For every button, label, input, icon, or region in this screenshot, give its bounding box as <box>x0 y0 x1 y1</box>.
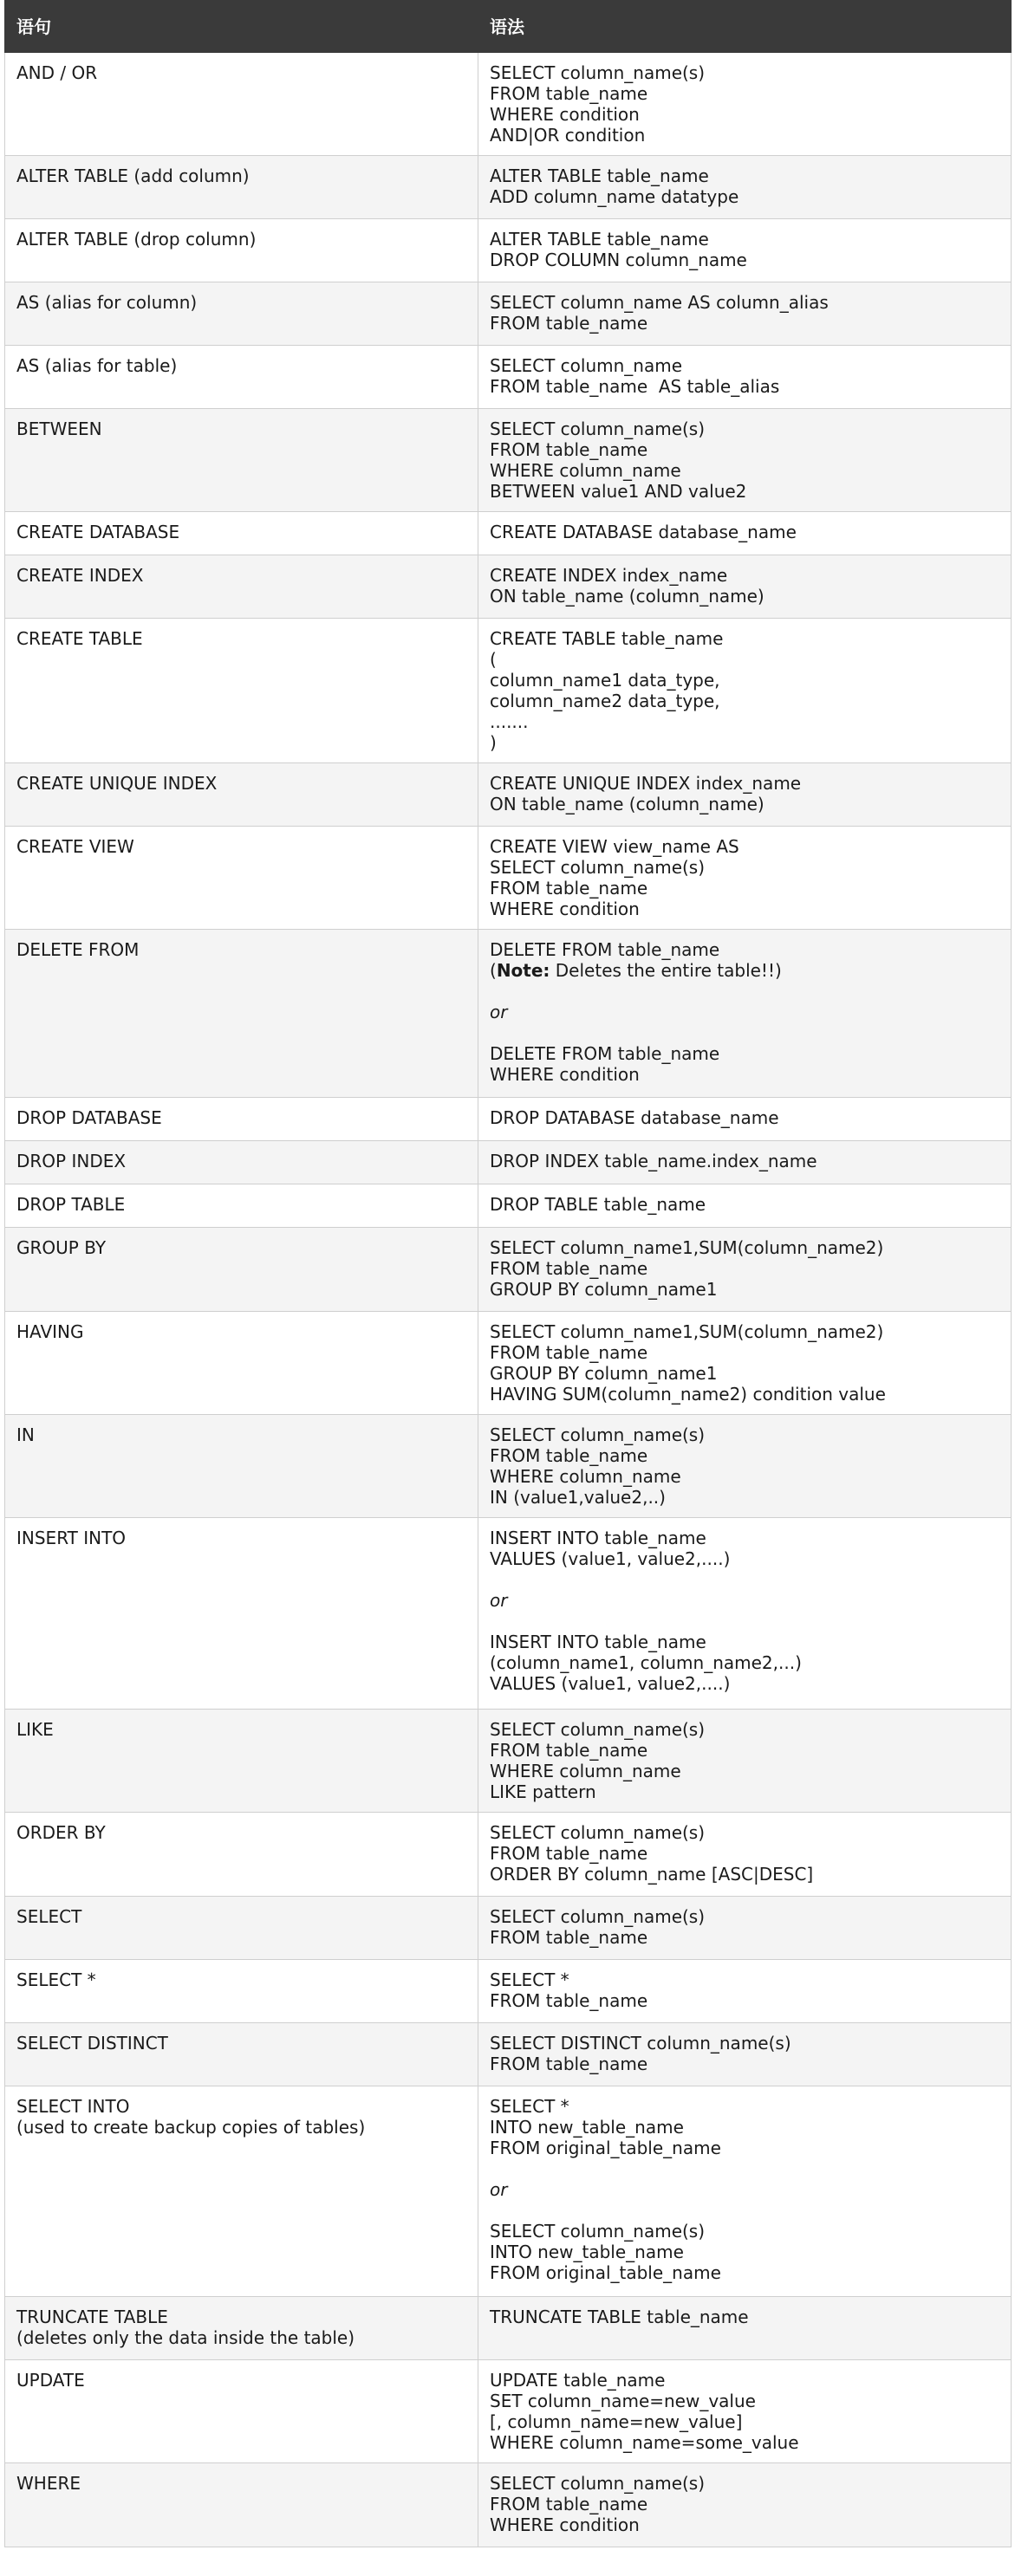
syntax-line: SELECT column_name <box>490 355 682 376</box>
syntax-line: SET column_name=new_value <box>490 2391 756 2411</box>
syntax-line: FROM table_name <box>490 2494 648 2514</box>
table-row <box>5 512 1012 555</box>
syntax-line: DROP COLUMN column_name <box>490 250 747 270</box>
statement-text: DROP DATABASE <box>16 1107 162 1128</box>
table-row <box>5 619 1012 763</box>
statement-text: AS (alias for table) <box>16 355 178 376</box>
table-row <box>5 1897 1012 1960</box>
statement-cell <box>5 346 478 409</box>
syntax-cell <box>478 1813 1012 1897</box>
statement-text: CREATE INDEX <box>16 565 144 586</box>
syntax-cell <box>478 1960 1012 2023</box>
statement-text: ALTER TABLE (drop column) <box>16 229 257 250</box>
statement-cell <box>5 512 478 555</box>
syntax-line: FROM table_name <box>490 1740 648 1761</box>
statement-cell <box>5 1312 478 1415</box>
table-row <box>5 346 1012 409</box>
syntax-cell <box>478 1710 1012 1813</box>
statement-text: (used to create backup copies of tables) <box>16 2117 366 2138</box>
table-row <box>5 282 1012 346</box>
syntax-cell <box>478 1228 1012 1312</box>
statement-text: WHERE <box>16 2473 81 2494</box>
syntax-line: FROM table_name AS table_alias <box>490 376 780 397</box>
statement-cell <box>5 930 478 1098</box>
syntax-line: WHERE column_name=some_value <box>490 2432 799 2453</box>
syntax-line: INSERT INTO table_name <box>490 1528 706 1548</box>
syntax-line: FROM table_name <box>490 1342 648 1363</box>
statement-text: ORDER BY <box>16 1822 106 1843</box>
syntax-line: SELECT column_name(s) <box>490 1719 706 1740</box>
table-row <box>5 1312 1012 1415</box>
statement-text: LIKE <box>16 1719 54 1740</box>
syntax-cell <box>478 1518 1012 1710</box>
syntax-line: SELECT column_name(s) <box>490 62 706 83</box>
table-row <box>5 1184 1012 1228</box>
blank-line <box>490 2158 1000 2179</box>
statement-text: CREATE TABLE <box>16 628 143 649</box>
syntax-line: WHERE condition <box>490 104 640 125</box>
statement-cell <box>5 1415 478 1518</box>
table-row <box>5 1518 1012 1710</box>
statement-text: CREATE DATABASE <box>16 522 180 542</box>
syntax-line: ADD column_name datatype <box>490 186 739 207</box>
statement-cell <box>5 763 478 827</box>
statement-cell <box>5 1710 478 1813</box>
statement-cell <box>5 827 478 930</box>
syntax-line: INSERT INTO table_name <box>490 1632 706 1652</box>
syntax-line: ) <box>490 732 497 753</box>
syntax-line: FROM original_table_name <box>490 2262 721 2283</box>
statement-text: GROUP BY <box>16 1237 107 1258</box>
statement-text: IN <box>16 1424 35 1445</box>
syntax-cell <box>478 346 1012 409</box>
syntax-line: IN (value1,value2,..) <box>490 1487 666 1508</box>
statement-cell <box>5 156 478 219</box>
statement-cell <box>5 2360 478 2463</box>
syntax-line: SELECT column_name1,SUM(column_name2) <box>490 1237 884 1258</box>
syntax-line: CREATE INDEX index_name <box>490 565 728 586</box>
sql-quick-reference-table <box>4 0 1012 2547</box>
syntax-line: HAVING SUM(column_name2) condition value <box>490 1384 886 1405</box>
syntax-line: AND|OR condition <box>490 125 646 146</box>
header-syntax: 语法 <box>478 1 1012 53</box>
syntax-line: WHERE column_name <box>490 460 681 481</box>
table-row <box>5 1415 1012 1518</box>
statement-text: SELECT INTO <box>16 2096 130 2117</box>
table-row <box>5 555 1012 619</box>
syntax-line: SELECT column_name1,SUM(column_name2) <box>490 1321 884 1342</box>
syntax-cell <box>478 1312 1012 1415</box>
syntax-line: GROUP BY column_name1 <box>490 1279 718 1300</box>
statement-cell <box>5 1960 478 2023</box>
statement-text: (deletes only the data inside the table) <box>16 2327 355 2348</box>
syntax-line: SELECT * <box>490 2096 569 2117</box>
syntax-line: SELECT column_name(s) <box>490 1906 706 1927</box>
table-row <box>5 1228 1012 1312</box>
syntax-cell <box>478 763 1012 827</box>
statement-cell <box>5 1897 478 1960</box>
syntax-line: SELECT DISTINCT column_name(s) <box>490 2033 791 2054</box>
syntax-cell <box>478 619 1012 763</box>
table-row <box>5 2023 1012 2086</box>
syntax-cell <box>478 2463 1012 2547</box>
statement-text: TRUNCATE TABLE <box>16 2307 168 2327</box>
table-row <box>5 1960 1012 2023</box>
syntax-line: VALUES (value1, value2,....) <box>490 1673 731 1694</box>
syntax-line: UPDATE table_name <box>490 2370 666 2391</box>
syntax-line: TRUNCATE TABLE table_name <box>490 2307 749 2327</box>
syntax-line: ORDER BY column_name [ASC|DESC] <box>490 1864 814 1885</box>
syntax-line: INTO new_table_name <box>490 2117 684 2138</box>
table-row <box>5 219 1012 282</box>
note-prefix: ( <box>490 960 497 981</box>
syntax-line: FROM table_name <box>490 1843 648 1864</box>
syntax-line: CREATE DATABASE database_name <box>490 522 797 542</box>
table-row <box>5 1141 1012 1184</box>
statement-cell <box>5 1098 478 1141</box>
table-row <box>5 156 1012 219</box>
syntax-line: FROM table_name <box>490 1445 648 1466</box>
blank-line <box>490 1611 1000 1632</box>
syntax-line: FROM table_name <box>490 1258 648 1279</box>
syntax-cell <box>478 1184 1012 1228</box>
syntax-line: DROP TABLE table_name <box>490 1194 706 1215</box>
statement-cell <box>5 1141 478 1184</box>
statement-text: DROP TABLE <box>16 1194 126 1215</box>
syntax-cell <box>478 1098 1012 1141</box>
table-body <box>5 53 1012 2547</box>
syntax-line: CREATE VIEW view_name AS <box>490 836 739 857</box>
syntax-line: FROM table_name <box>490 439 648 460</box>
or-separator: or <box>490 1002 508 1022</box>
statement-cell <box>5 53 478 156</box>
syntax-line: FROM original_table_name <box>490 2138 721 2158</box>
statement-cell <box>5 2297 478 2360</box>
table-row <box>5 1710 1012 1813</box>
syntax-line: SELECT column_name(s) <box>490 1424 706 1445</box>
note-label: Note: <box>496 960 550 981</box>
syntax-line: CREATE TABLE table_name <box>490 628 724 649</box>
syntax-line: BETWEEN value1 AND value2 <box>490 481 747 502</box>
statement-text: CREATE UNIQUE INDEX <box>16 773 218 794</box>
statement-text: DROP INDEX <box>16 1151 127 1171</box>
statement-cell <box>5 2023 478 2086</box>
syntax-cell <box>478 2023 1012 2086</box>
syntax-line: FROM table_name <box>490 2054 648 2074</box>
statement-cell <box>5 1184 478 1228</box>
syntax-line: SELECT * <box>490 1969 569 1990</box>
syntax-line: column_name1 data_type, <box>490 670 720 691</box>
syntax-line: SELECT column_name(s) <box>490 2221 706 2242</box>
syntax-line: (column_name1, column_name2,...) <box>490 1652 802 1673</box>
syntax-cell <box>478 1415 1012 1518</box>
note-text: Deletes the entire table!!) <box>550 960 782 981</box>
syntax-line: ALTER TABLE table_name <box>490 165 709 186</box>
syntax-line: LIKE pattern <box>490 1781 596 1802</box>
statement-text: SELECT <box>16 1906 82 1927</box>
syntax-line: DROP INDEX table_name.index_name <box>490 1151 817 1171</box>
syntax-line <box>490 960 1000 981</box>
syntax-cell <box>478 2360 1012 2463</box>
syntax-cell <box>478 930 1012 1098</box>
or-separator: or <box>490 2179 508 2200</box>
table-row <box>5 930 1012 1098</box>
syntax-cell <box>478 2297 1012 2360</box>
table-row <box>5 1098 1012 1141</box>
syntax-line: SELECT column_name(s) <box>490 857 706 878</box>
syntax-line: ( <box>490 649 497 670</box>
syntax-cell <box>478 1897 1012 1960</box>
statement-cell <box>5 1813 478 1897</box>
table-row <box>5 763 1012 827</box>
sql-reference-container <box>4 0 1011 2547</box>
syntax-line: SELECT column_name(s) <box>490 1822 706 1843</box>
syntax-line: FROM table_name <box>490 1927 648 1948</box>
syntax-line: WHERE condition <box>490 1064 640 1085</box>
syntax-line: SELECT column_name(s) <box>490 2473 706 2494</box>
blank-line <box>490 1022 1000 1043</box>
statement-cell <box>5 619 478 763</box>
statement-cell <box>5 1518 478 1710</box>
syntax-line: CREATE UNIQUE INDEX index_name <box>490 773 802 794</box>
statement-text: HAVING <box>16 1321 84 1342</box>
statement-text: INSERT INTO <box>16 1528 127 1548</box>
header-row <box>5 1 1012 53</box>
statement-cell <box>5 2086 478 2297</box>
syntax-line: VALUES (value1, value2,....) <box>490 1548 731 1569</box>
statement-text: AND / OR <box>16 62 98 83</box>
syntax-line: FROM table_name <box>490 1990 648 2011</box>
statement-text: DELETE FROM <box>16 939 140 960</box>
syntax-line: FROM table_name <box>490 878 648 899</box>
syntax-line: WHERE condition <box>490 899 640 919</box>
table-row <box>5 53 1012 156</box>
syntax-cell <box>478 1141 1012 1184</box>
statement-cell <box>5 2463 478 2547</box>
statement-cell <box>5 219 478 282</box>
syntax-cell <box>478 156 1012 219</box>
statement-text: AS (alias for column) <box>16 292 198 313</box>
syntax-cell <box>478 512 1012 555</box>
statement-text: SELECT DISTINCT <box>16 2033 168 2054</box>
table-row <box>5 827 1012 930</box>
syntax-line: ....... <box>490 711 529 732</box>
blank-line <box>490 2200 1000 2221</box>
syntax-line: DROP DATABASE database_name <box>490 1107 779 1128</box>
blank-line <box>490 1569 1000 1590</box>
syntax-cell <box>478 409 1012 512</box>
statement-cell <box>5 1228 478 1312</box>
syntax-line: WHERE condition <box>490 2514 640 2535</box>
syntax-line: ON table_name (column_name) <box>490 586 765 607</box>
table-row <box>5 2360 1012 2463</box>
table-row <box>5 2463 1012 2547</box>
statement-text: UPDATE <box>16 2370 85 2391</box>
table-row <box>5 409 1012 512</box>
syntax-line: SELECT column_name AS column_alias <box>490 292 829 313</box>
syntax-line: column_name2 data_type, <box>490 691 720 711</box>
statement-text: ALTER TABLE (add column) <box>16 165 250 186</box>
syntax-line: ON table_name (column_name) <box>490 794 765 814</box>
syntax-cell <box>478 219 1012 282</box>
syntax-line: DELETE FROM table_name <box>490 1043 720 1064</box>
syntax-line: INTO new_table_name <box>490 2242 684 2262</box>
syntax-line: SELECT column_name(s) <box>490 419 706 439</box>
statement-cell <box>5 555 478 619</box>
syntax-line: WHERE column_name <box>490 1466 681 1487</box>
or-separator: or <box>490 1590 508 1611</box>
syntax-line: GROUP BY column_name1 <box>490 1363 718 1384</box>
blank-line <box>490 981 1000 1002</box>
syntax-line: DELETE FROM table_name <box>490 939 720 960</box>
syntax-line: WHERE column_name <box>490 1761 681 1781</box>
syntax-line: FROM table_name <box>490 313 648 334</box>
syntax-line: FROM table_name <box>490 83 648 104</box>
statement-text: BETWEEN <box>16 419 102 439</box>
table-row <box>5 1813 1012 1897</box>
header-statement: 语句 <box>5 1 478 53</box>
syntax-cell <box>478 555 1012 619</box>
statement-cell <box>5 409 478 512</box>
table-row <box>5 2086 1012 2297</box>
table-row <box>5 2297 1012 2360</box>
syntax-cell <box>478 2086 1012 2297</box>
statement-text: SELECT * <box>16 1969 96 1990</box>
syntax-line: ALTER TABLE table_name <box>490 229 709 250</box>
syntax-cell <box>478 282 1012 346</box>
syntax-cell <box>478 53 1012 156</box>
statement-text: CREATE VIEW <box>16 836 134 857</box>
statement-cell <box>5 282 478 346</box>
syntax-cell <box>478 827 1012 930</box>
syntax-line: [, column_name=new_value] <box>490 2411 743 2432</box>
